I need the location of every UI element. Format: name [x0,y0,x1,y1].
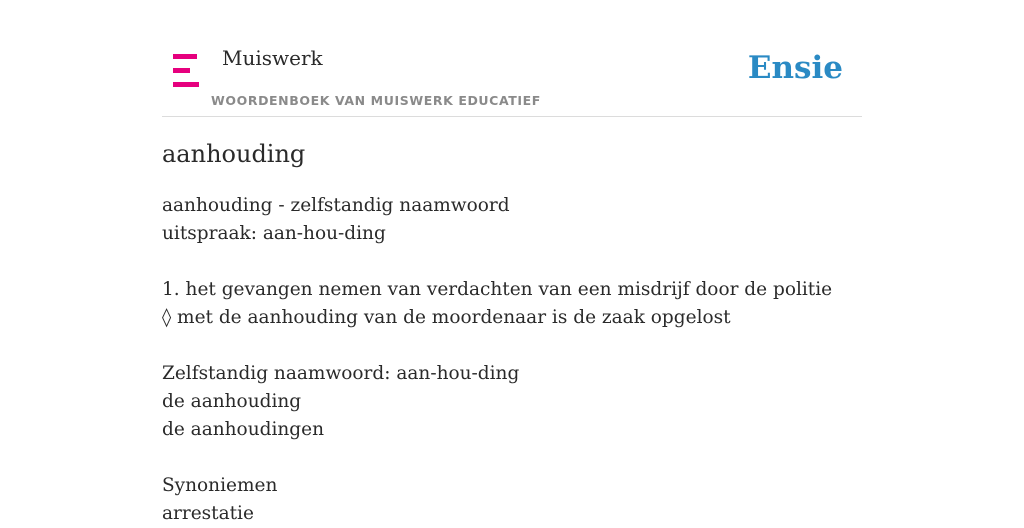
definition-body [162,192,862,528]
entry-line-noun-syllables: Zelfstandig naamwoord: aan-hou-ding [162,363,520,384]
brand-name[interactable]: Muiswerk [222,46,323,70]
logo-bar-bottom [173,82,199,87]
muiswerk-logo-icon[interactable] [173,54,199,88]
entry-line-blank [162,248,862,276]
page-title: aanhouding [162,140,306,168]
entry-line-word-class: aanhouding - zelfstandig naamwoord [162,195,510,216]
entry-line-blank [162,444,862,472]
entry-line-blank [162,332,862,360]
logo-bar-middle [173,68,190,73]
entry-line-definition: 1. het gevangen nemen van verdachten van een misdrijf door de politie [162,279,833,300]
entry-line-singular: de aanhouding [162,391,302,412]
ensie-logo-link[interactable]: Ensie [747,50,843,86]
logo-bar-top [173,54,197,59]
entry-line-synonyms-heading: Synoniemen [162,475,278,496]
entry-line-pronunciation: uitspraak: aan-hou-ding [162,223,386,244]
site-header [162,0,862,117]
entry-line-example: ◊ met de aanhouding van de moordenaar is de zaak opgelost [162,307,731,328]
entry-line-plural: de aanhoudingen [162,419,324,440]
entry-line-synonym[interactable]: arrestatie [162,503,254,524]
brand-subtitle: WOORDENBOEK VAN MUISWERK EDUCATIEF [211,93,541,108]
